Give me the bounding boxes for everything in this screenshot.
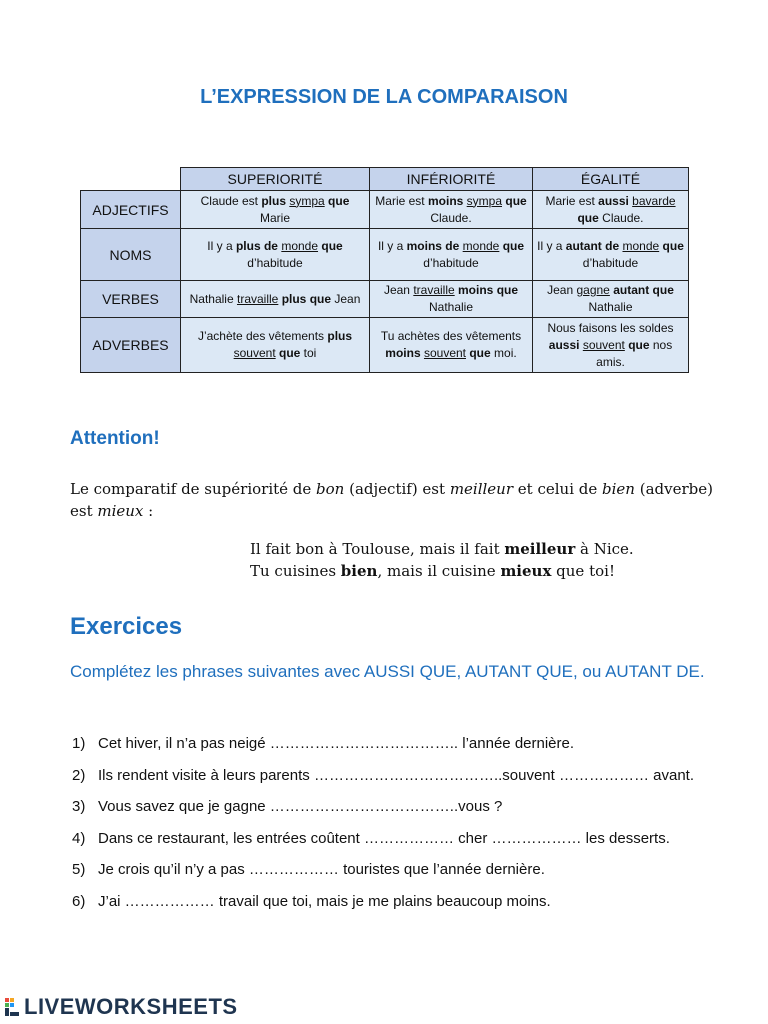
row-header-adverbes: ADVERBES: [81, 318, 181, 373]
exercise-item[interactable]: 5) Je crois qu’il n’y a pas ……………… touristes que l’année dernière.: [72, 861, 545, 878]
row-header-verbes: VERBES: [81, 281, 181, 318]
cell-adv-inf: Tu achètes des vêtements moins souvent que moi.: [370, 318, 533, 373]
comparative-rule: Le comparatif de supériorité de bon (adjectif) est meilleur et celui de bien (adverbe) est mieux :: [70, 480, 713, 520]
exercise-item[interactable]: 1) Cet hiver, il n’a pas neigé ……………………………….. l’année dernière.: [72, 735, 575, 752]
cell-nom-sup: Il y a plus de monde que d’habitude: [181, 229, 370, 281]
header-egalite: ÉGALITÉ: [533, 168, 689, 191]
exercise-list: [72, 728, 712, 917]
cell-adj-ega: Marie est aussi bavarde que Claude.: [533, 191, 689, 229]
header-inferiorite: INFÉRIORITÉ: [370, 168, 533, 191]
cell-ver-sup: Nathalie travaille plus que Jean: [181, 281, 370, 318]
example-meilleur: Il fait bon à Toulouse, mais il fait meilleur à Nice.: [250, 540, 634, 558]
table-corner: [81, 168, 181, 191]
cell-adv-ega: Nous faisons les soldes aussi souvent que nos amis.: [533, 318, 689, 373]
exercise-item[interactable]: 2) Ils rendent visite à leurs parents ………………………………..souvent ……………… avant.: [72, 766, 695, 784]
page-title: L’EXPRESSION DE LA COMPARAISON: [200, 86, 568, 108]
comparison-table: [80, 167, 689, 373]
cell-adv-sup: J’achète des vêtements plus souvent que toi: [181, 318, 370, 373]
cell-adj-sup: Claude est plus sympa que Marie: [181, 191, 370, 229]
cell-adj-inf: Marie est moins sympa que Claude.: [370, 191, 533, 229]
header-superiorite: SUPERIORITÉ: [181, 168, 370, 191]
rule-examples: [250, 538, 634, 582]
example-mieux: Tu cuisines bien, mais il cuisine mieux que toi!: [250, 562, 615, 580]
exercise-item[interactable]: 4) Dans ce restaurant, les entrées coûtent ……………… cher ……………… les desserts.: [72, 829, 670, 847]
exercises-heading: Exercices: [70, 613, 183, 640]
cell-ver-inf: Jean travaille moins que Nathalie: [370, 281, 533, 318]
row-header-noms: NOMS: [81, 229, 181, 281]
liveworksheets-logo[interactable]: [4, 994, 238, 1020]
liveworksheets-logo-icon: [4, 995, 22, 1019]
cell-nom-ega: Il y a autant de monde que d’habitude: [533, 229, 689, 281]
exercise-item[interactable]: 3) Vous savez que je gagne ………………………………..vous ?: [72, 798, 503, 815]
logo-text: LIVEWORKSHEETS: [24, 994, 238, 1019]
attention-heading: Attention!: [70, 428, 160, 449]
exercise-instruction: Complétez les phrases suivantes avec AUSSI QUE, AUTANT QUE, ou AUTANT DE.: [70, 662, 705, 681]
cell-nom-inf: Il y a moins de monde que d’habitude: [370, 229, 533, 281]
exercise-item[interactable]: 6) J’ai ……………… travail que toi, mais je me plains beaucoup moins.: [72, 892, 551, 910]
row-header-adjectifs: ADJECTIFS: [81, 191, 181, 229]
cell-ver-ega: Jean gagne autant que Nathalie: [533, 281, 689, 318]
